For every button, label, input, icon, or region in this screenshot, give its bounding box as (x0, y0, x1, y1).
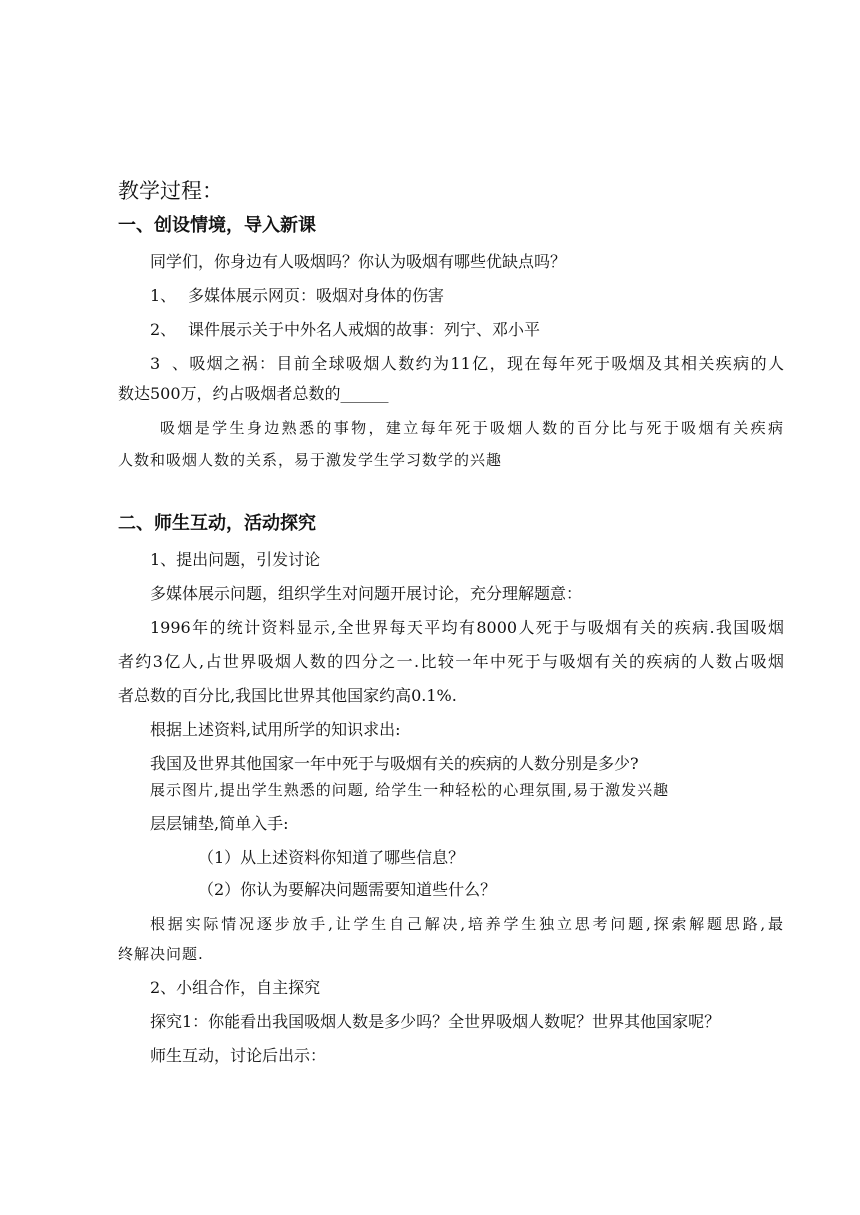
item-text: 多媒体展示网页：吸烟对身体的伤害 (188, 286, 445, 305)
item-text: 吸烟之祸：目前全球吸烟人数约为11亿，现在每年死于吸烟及其相关疾病的人 (188, 354, 784, 373)
section1-intro: 同学们，你身边有人吸烟吗？你认为吸烟有哪些优缺点吗？ (150, 252, 567, 271)
section2-para-4: 师生互动，讨论后出示： (150, 1046, 327, 1065)
section2-heading: 二、师生互动，活动探究 (118, 513, 316, 534)
teaching-note-3-line1: 根据实际情况逐步放手,让学生自己解决,培养学生独立思考问题,探索解题思路,最 (150, 915, 784, 933)
section2-subheading-2: 2、小组合作，自主探究 (150, 978, 321, 997)
section1-item-1 (150, 286, 444, 306)
item-number: 1、 (150, 286, 177, 305)
section1-item-3-continued: 数达500万，约占吸烟者总数的______ (118, 384, 389, 403)
teaching-note-2: 展示图片,提出学生熟悉的问题, 给学生一种轻松的心理氛围,易于激发兴趣 (150, 781, 670, 799)
stats-line-1: 1996年的统计资料显示,全世界每天平均有8000人死于与吸烟有关的疾病.我国吸烟 (150, 618, 784, 637)
guide-question-2: （2）你认为要解决问题需要知道些什么？ (198, 880, 497, 899)
section1-item-2 (150, 320, 540, 340)
stats-line-3: 者总数的百分比,我国比世界其他国家约高0.1%. (118, 686, 457, 705)
document-title: 教学过程： (118, 179, 223, 203)
section2-para-1: 多媒体展示问题，组织学生对问题开展讨论，充分理解题意： (150, 584, 583, 603)
teaching-note-1-line2: 人数和吸烟人数的关系，易于激发学生学习数学的兴趣 (118, 451, 503, 469)
section2-question: 我国及世界其他国家一年中死于与吸烟有关的疾病的人数分别是多少? (150, 754, 639, 773)
explore-1: 探究1：你能看出我国吸烟人数是多少吗？全世界吸烟人数呢？世界其他国家呢？ (150, 1012, 721, 1031)
teaching-note-1-line1: 吸烟是学生身边熟悉的事物，建立每年死于吸烟人数的百分比与死于吸烟有关疾病 (160, 419, 784, 437)
item-number: 2、 (150, 320, 177, 339)
section1-item-3 (150, 354, 784, 374)
section2-subheading-1: 1、提出问题，引发讨论 (150, 550, 321, 569)
section1-heading: 一、创设情境，导入新课 (118, 215, 316, 236)
section2-para-2: 根据上述资料,试用所学的知识求出: (150, 720, 401, 739)
item-text: 课件展示关于中外名人戒烟的故事：列宁、邓小平 (188, 320, 541, 339)
item-number: 3、 (150, 354, 188, 373)
section2-para-3: 层层铺垫,简单入手: (150, 814, 289, 833)
stats-line-2: 者约3亿人,占世界吸烟人数的四分之一.比较一年中死于与吸烟有关的疾病的人数占吸烟 (118, 652, 784, 671)
guide-question-1: （1）从上述资料你知道了哪些信息？ (198, 848, 465, 867)
teaching-note-3-line2: 终解决问题. (118, 945, 204, 963)
